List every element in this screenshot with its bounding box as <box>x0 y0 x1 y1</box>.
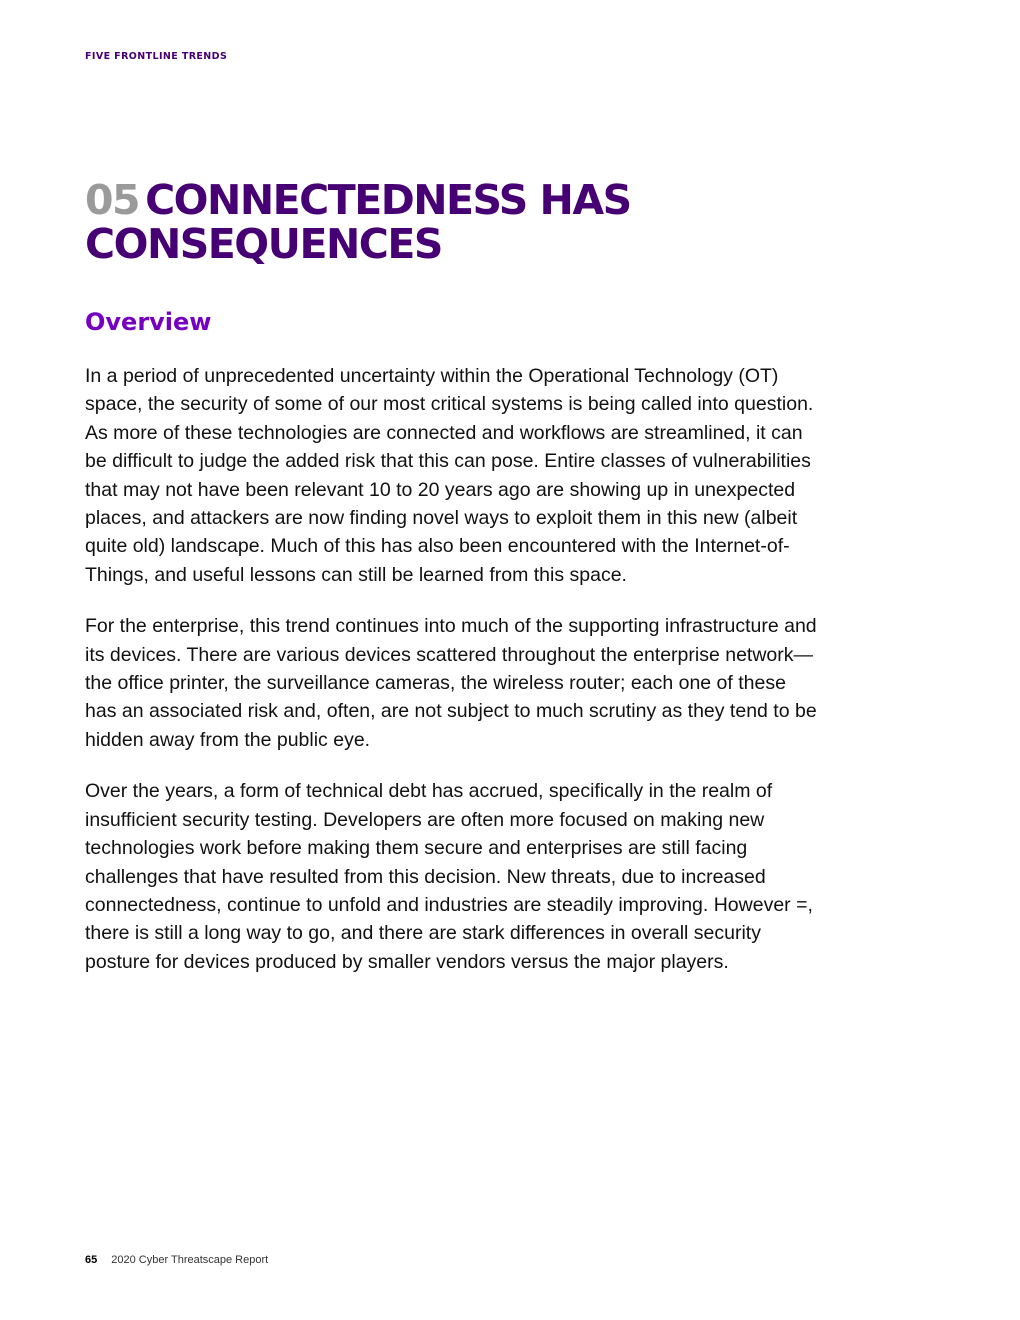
page-title <box>85 178 845 266</box>
paragraph-3: Over the years, a form of technical debt has accrued, specifically in the realm of insufficient security testing. Developers are often more focused on making new technologies work before making them secure and enterprises are still facing challenges that have resulted from this decision. New threats, due to increased connectedness, continue to unfold and industries are steadily improving. However =, there is still a long way to go, and there are stark differences in overall security posture for devices produced by smaller vendors versus the major players. <box>85 780 813 973</box>
running-header: FIVE FRONTLINE TRENDS <box>85 51 228 62</box>
page-footer <box>85 1254 268 1266</box>
overview-heading: Overview <box>85 308 212 336</box>
body-text <box>85 362 820 999</box>
section-number: 05 <box>85 176 140 224</box>
title-text: CONNECTEDNESS HAS CONSEQUENCES <box>85 176 631 268</box>
page-number: 65 <box>85 1254 98 1266</box>
paragraph-1: In a period of unprecedented uncertainty within the Operational Technology (OT) space, the security of some of our most critical systems is being called into question. As more of these technologies are connected and workflows are streamlined, it can be difficult to judge the added risk that this can pose. Entire classes of vulnerabilities that may not have been relevant 10 to 20 years ago are showing up in unexpected places, and attackers are now finding novel ways to exploit them in this new (albeit quite old) landscape. Much of this has also been encountered with the Internet-of-Things, and useful lessons can still be learned from this space. <box>85 365 814 586</box>
report-title: 2020 Cyber Threatscape Report <box>111 1254 269 1266</box>
paragraph-2: For the enterprise, this trend continues into much of the supporting infrastructure and its devices. There are various devices scattered throughout the enterprise network—the office printer, the surveillance cameras, the wireless router; each one of these has an associated risk and, often, are not subject to much scrutiny as they tend to be hidden away from the public eye. <box>85 615 817 751</box>
